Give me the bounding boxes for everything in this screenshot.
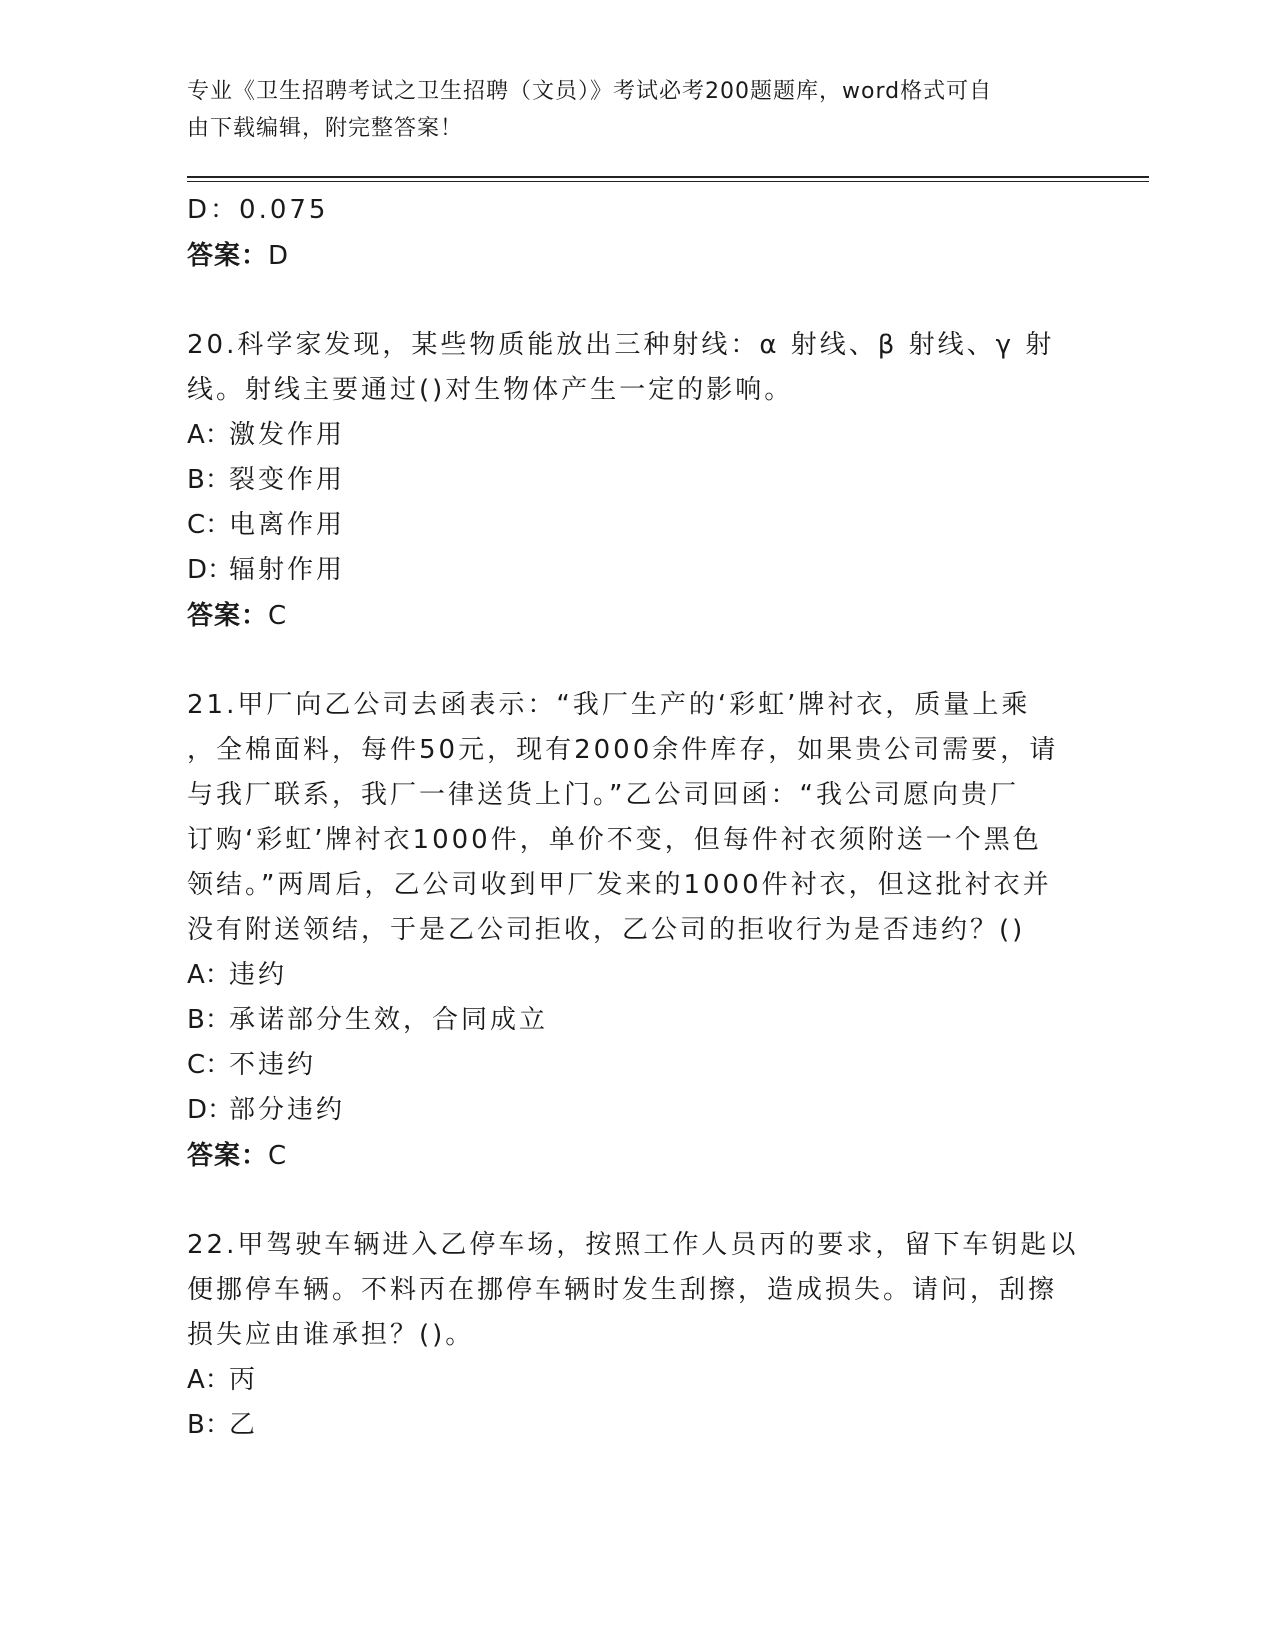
question-stem-line: ，全棉面料，每件50元，现有2000余件库存，如果贵公司需要，请 <box>187 735 1059 765</box>
document-header <box>187 73 1067 147</box>
answer-label: 答案： <box>187 1141 269 1171</box>
spacer <box>187 639 1087 683</box>
option-d <box>187 1088 1087 1133</box>
option-text: 承诺部分生效，合同成立 <box>229 1005 549 1035</box>
question-stem-line: 领结。”两周后，乙公司收到甲厂发来的1000件衬衣，但这批衬衣并 <box>187 870 1052 900</box>
option-letter: A： <box>187 1365 231 1395</box>
answer-label: 答案： <box>187 241 269 271</box>
option-letter: B： <box>187 1410 231 1440</box>
option-b <box>187 1403 1087 1448</box>
option-c <box>187 503 1087 548</box>
question-stem-line: 与我厂联系，我厂一律送货上门。”乙公司回函：“我公司愿向贵厂 <box>187 780 1019 810</box>
answer-label: 答案： <box>187 601 269 631</box>
question-answer <box>187 1133 1087 1179</box>
question-21 <box>187 683 1087 1179</box>
option-letter: C： <box>187 1050 232 1080</box>
answer-value: D <box>268 241 290 271</box>
question-stem-line: 21.甲厂向乙公司去函表示：“我厂生产的‘彩虹’牌衬衣，质量上乘 <box>187 690 1031 720</box>
option-letter: B： <box>187 1005 231 1035</box>
header-divider-thin <box>187 181 1149 182</box>
option-text: 不违约 <box>229 1050 317 1080</box>
option-text: 部分违约 <box>229 1095 346 1125</box>
header-divider-thick <box>187 176 1149 178</box>
option-text: 激发作用 <box>229 420 346 450</box>
option-text: 电离作用 <box>229 510 346 540</box>
header-line-1: 专业《卫生招聘考试之卫生招聘（文员）》考试必考200题题库，word格式可自 <box>187 79 993 104</box>
option-text: 辐射作用 <box>229 555 346 585</box>
question-20 <box>187 323 1087 639</box>
question-stem-line: 线。射线主要通过()对生物体产生一定的影响。 <box>187 375 794 405</box>
option-letter: A： <box>187 420 231 450</box>
option-letter: D： <box>187 1095 234 1125</box>
header-line-2: 由下载编辑，附完整答案！ <box>187 116 464 141</box>
option-a <box>187 1358 1087 1403</box>
option-letter: B： <box>187 465 231 495</box>
option-text: 裂变作用 <box>229 465 346 495</box>
option-a <box>187 413 1087 458</box>
spacer <box>187 279 1087 323</box>
spacer <box>187 1179 1087 1223</box>
answer-value: C <box>268 601 288 631</box>
option-letter: D： <box>187 555 234 585</box>
option-letter: C： <box>187 510 232 540</box>
question-answer <box>187 593 1087 639</box>
question-stem-line: 损失应由谁承担？()。 <box>187 1320 475 1350</box>
option-letter: A： <box>187 960 231 990</box>
option-text: 违约 <box>229 960 288 990</box>
option-b <box>187 458 1087 503</box>
option-b <box>187 998 1087 1043</box>
option-d <box>187 548 1087 593</box>
option-a <box>187 953 1087 998</box>
option-c <box>187 1043 1087 1088</box>
question-stem-line: 订购‘彩虹’牌衬衣1000件，单价不变，但每件衬衣须附送一个黑色 <box>187 825 1042 855</box>
question-stem-line: 没有附送领结，于是乙公司拒收，乙公司的拒收行为是否违约？() <box>187 915 1026 945</box>
option-text: 乙 <box>229 1410 259 1440</box>
answer-value: C <box>268 1141 288 1171</box>
question-stem-line: 便挪停车辆。不料丙在挪停车辆时发生刮擦，造成损失。请问，刮擦 <box>187 1275 1058 1305</box>
question-stem-line: 22.甲驾驶车辆进入乙停车场，按照工作人员丙的要求，留下车钥匙以 <box>187 1230 1079 1260</box>
prev-answer <box>187 233 1087 279</box>
question-stem-line: 20.科学家发现，某些物质能放出三种射线：α 射线、β 射线、γ 射 <box>187 330 1055 360</box>
question-22 <box>187 1223 1087 1448</box>
option-text: 丙 <box>229 1365 259 1395</box>
document-body <box>187 188 1087 1448</box>
prev-option-d: D：0.075 <box>187 195 329 225</box>
